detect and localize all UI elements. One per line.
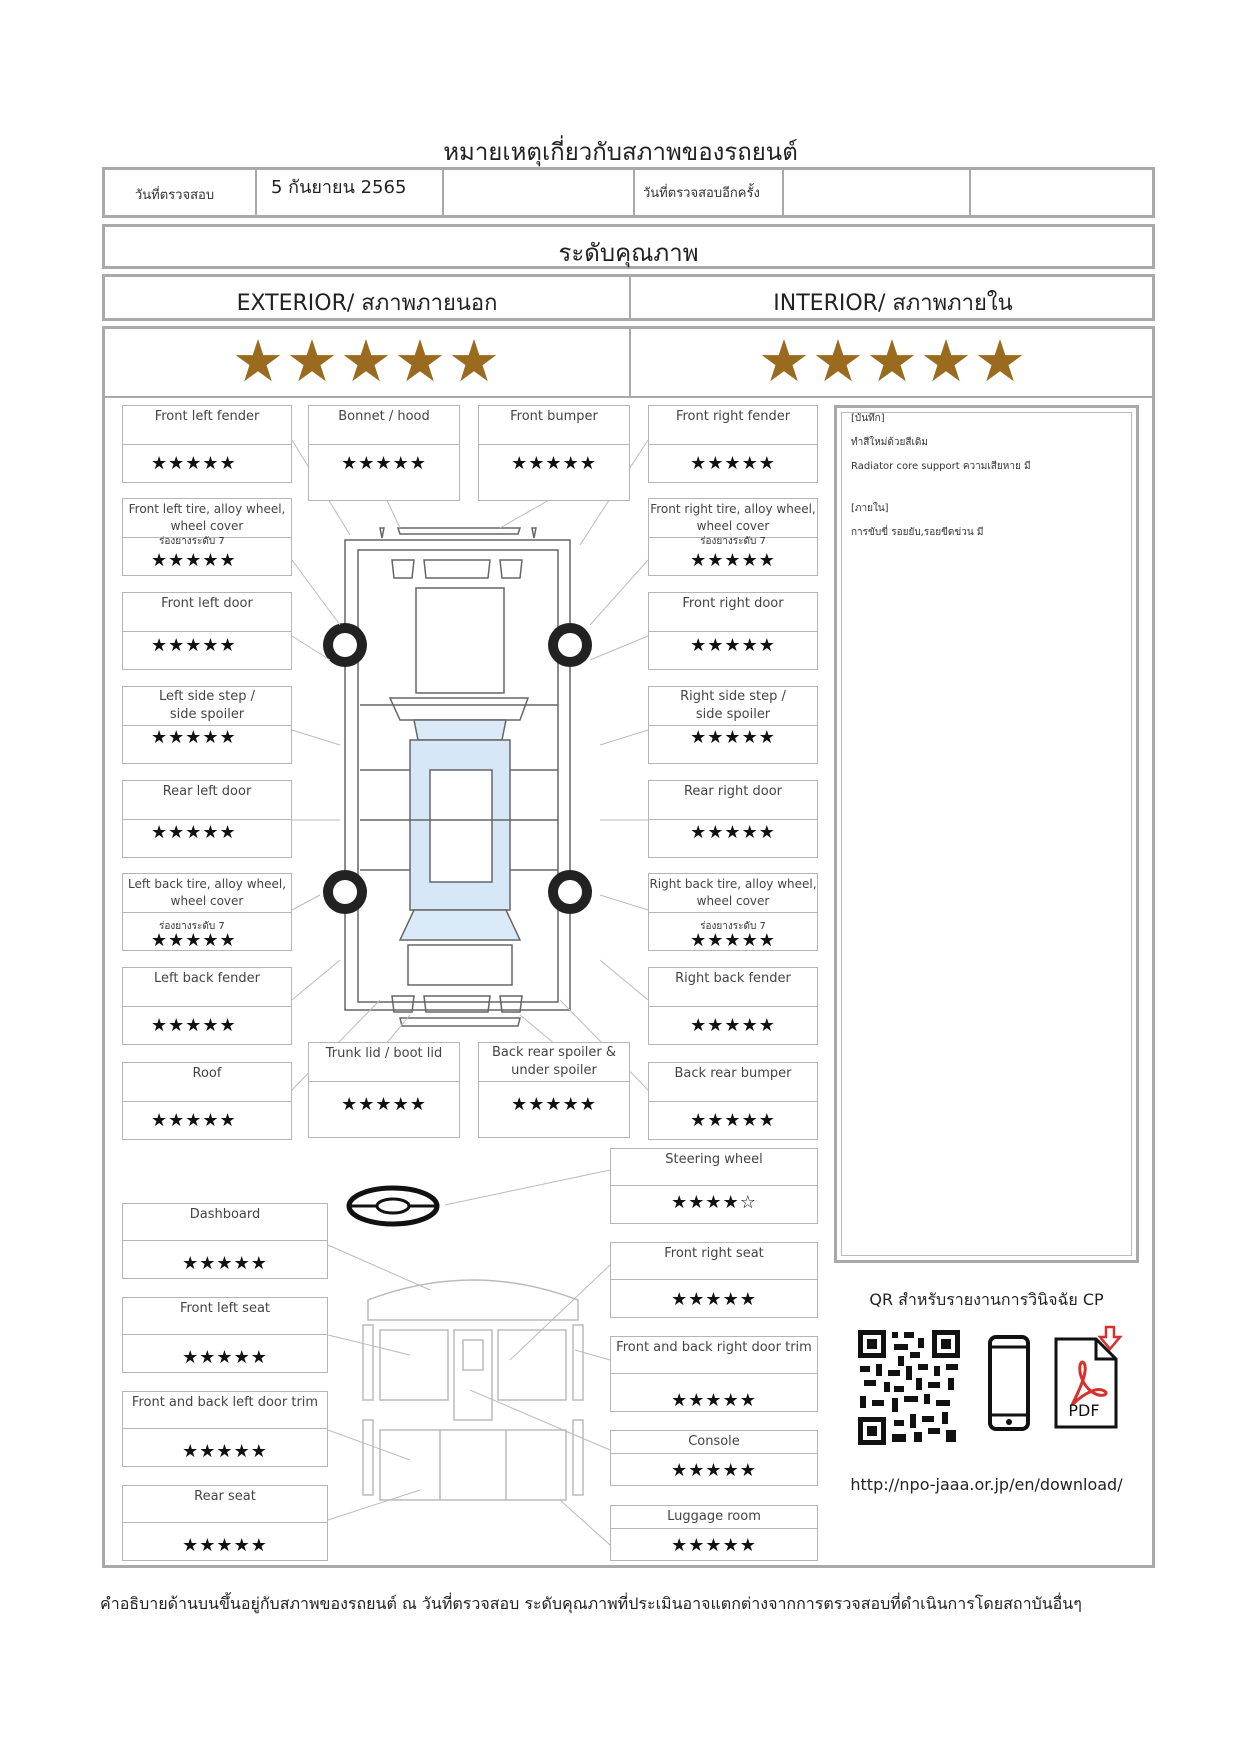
qr-caption: QR สำหรับรายงานการวินิจฉัย CP: [869, 1290, 1104, 1309]
part-label: Front right tire, alloy wheel, wheel cover: [650, 502, 816, 533]
part-stars: ★★★★★: [151, 453, 237, 474]
part-rear-seat: [122, 1485, 328, 1561]
part-stars: ★★★★★: [671, 1390, 757, 1411]
part-note: ร่องยางระดับ 7: [700, 921, 766, 932]
part-back-rear-spoiler: [478, 1042, 630, 1138]
part-stars: ★★★★★: [671, 1535, 757, 1556]
part-label: Front left door: [161, 596, 253, 611]
part-front-left-fender: [122, 405, 292, 483]
part-stars: ★★★★★: [182, 1535, 268, 1556]
part-label: Left back fender: [153, 971, 261, 986]
part-label: Luggage room: [667, 1509, 761, 1524]
part-front-right-tire: [648, 498, 818, 576]
notes-box: [834, 405, 1139, 1263]
part-label: Bonnet / hood: [338, 409, 430, 424]
notes-section1-title: [บันทึก]: [851, 413, 885, 424]
part-rear-right-door: [648, 780, 818, 858]
part-stars: ★★★★★: [511, 453, 597, 474]
part-right-side-step: [648, 686, 818, 764]
part-front-back-left-door-trim: [122, 1391, 328, 1467]
part-label: Roof: [192, 1066, 222, 1081]
part-label: Left back tire, alloy wheel, wheel cover: [127, 877, 287, 908]
part-note: ร่องยางระดับ 7: [159, 921, 225, 932]
part-label: Front left tire, alloy wheel, wheel cover: [128, 502, 286, 533]
part-label: Left side step / side spoiler: [159, 689, 255, 722]
part-steering-wheel: [610, 1148, 818, 1224]
part-front-left-door: [122, 592, 292, 670]
part-bonnet: [308, 405, 460, 501]
part-left-side-step: [122, 686, 292, 764]
notes-section2-title: [ภายใน]: [851, 503, 889, 514]
part-stars: ★★★★★: [151, 635, 237, 656]
part-label: Front right seat: [664, 1246, 764, 1261]
part-note: ร่องยางระดับ 7: [700, 536, 766, 547]
part-label: Front bumper: [510, 409, 598, 424]
part-stars: ★★★★★: [182, 1253, 268, 1274]
part-dashboard: [122, 1203, 328, 1279]
part-stars: ★★★★★: [151, 822, 237, 843]
inspection-date-label: วันที่ตรวจสอบ: [135, 188, 215, 203]
part-front-bumper: [478, 405, 630, 501]
part-stars: ★★★★★: [151, 1110, 237, 1131]
part-label: Front right fender: [675, 409, 791, 424]
quality-heading: ระดับคุณภาพ: [558, 239, 699, 267]
footer-disclaimer: คำอธิบายด้านบนขึ้นอยู่กับสภาพของรถยนต์ ณ วันที่ตรวจสอบ ระดับคุณภาพที่ประเมินอาจแตกต่างจากการตรวจสอบที่ดำเนินการโดยสถาบันอื่นๆ: [100, 1594, 1082, 1613]
part-label: Steering wheel: [665, 1152, 763, 1167]
interior-heading: INTERIOR/ สภาพภายใน: [773, 291, 1013, 316]
inspection-date-value: 5 กันยายน 2565: [271, 177, 407, 198]
part-label: Dashboard: [189, 1207, 261, 1222]
part-stars: ★★★★★: [151, 727, 237, 748]
part-front-left-tire: [122, 498, 292, 576]
part-label: Rear seat: [194, 1489, 256, 1504]
part-console: [610, 1430, 818, 1486]
part-front-left-seat: [122, 1297, 328, 1373]
page-title: หมายเหตุเกี่ยวกับสภาพของรถยนต์: [443, 138, 798, 166]
part-stars: ★★★★★: [690, 1110, 776, 1131]
part-luggage-room: [610, 1505, 818, 1561]
part-label: Front left fender: [154, 409, 260, 424]
part-stars: ★★★★★: [690, 822, 776, 843]
part-stars: ★★★★★: [690, 453, 776, 474]
part-stars: ★★★★★: [671, 1460, 757, 1481]
pdf-label: PDF: [1068, 1401, 1100, 1420]
part-note: ร่องยางระดับ 7: [159, 536, 225, 547]
qr-code-icon[interactable]: [858, 1330, 960, 1445]
notes-section1-line1: ทำสีใหม่ด้วยสีเดิม: [851, 437, 928, 448]
smartphone-icon: [988, 1335, 1030, 1431]
part-label: Right back tire, alloy wheel, wheel cover: [649, 877, 817, 908]
exterior-stars: ★★★★★: [232, 327, 502, 395]
part-label: Right side step / side spoiler: [680, 689, 786, 722]
part-roof: [122, 1062, 292, 1140]
part-stars: ★★★★★: [690, 1015, 776, 1036]
part-label: Trunk lid / boot lid: [325, 1046, 443, 1061]
part-stars: ★★★★★: [341, 453, 427, 474]
part-label: Console: [688, 1434, 740, 1449]
part-left-back-fender: [122, 967, 292, 1045]
exterior-heading: EXTERIOR/ สภาพภายนอก: [236, 291, 498, 316]
notes-section1-line2: Radiator core support ความเสียหาย มี: [851, 461, 1031, 472]
part-front-right-seat: [610, 1242, 818, 1318]
part-front-back-right-door-trim: [610, 1336, 818, 1412]
part-label: Back rear spoiler & under spoiler: [491, 1045, 616, 1078]
part-stars: ★★★★★: [151, 1015, 237, 1036]
part-stars: ★★★★★: [182, 1347, 268, 1368]
part-front-right-door: [648, 592, 818, 670]
part-right-back-fender: [648, 967, 818, 1045]
part-label: Rear right door: [683, 784, 783, 799]
notes-section2-line1: การขับขี่ รอยยับ,รอยขีดข่วน มี: [851, 527, 984, 538]
part-stars: ★★★★★: [511, 1094, 597, 1115]
part-trunk-lid: [308, 1042, 460, 1138]
part-left-back-tire: [122, 873, 292, 951]
part-label: Right back fender: [675, 971, 791, 986]
part-label: Front right door: [682, 596, 784, 611]
part-right-back-tire: [648, 873, 818, 951]
part-stars: ★★★★★: [151, 550, 237, 571]
part-label: Rear left door: [162, 784, 252, 799]
part-label: Back rear bumper: [674, 1066, 792, 1081]
part-label: Front and back right door trim: [616, 1340, 812, 1355]
part-stars: ★★★★★: [690, 635, 776, 656]
part-stars: ★★★★★: [671, 1289, 757, 1310]
part-label: Front and back left door trim: [131, 1395, 319, 1410]
part-stars: ★★★★★: [690, 727, 776, 748]
download-url[interactable]: http://npo-jaaa.or.jp/en/download/: [850, 1475, 1123, 1494]
part-back-rear-bumper: [648, 1062, 818, 1140]
interior-stars: ★★★★★: [758, 327, 1028, 395]
part-stars: ★★★★★: [690, 550, 776, 571]
part-label: Front left seat: [179, 1301, 271, 1316]
part-stars: ★★★★★: [690, 930, 776, 951]
part-front-right-fender: [648, 405, 818, 483]
part-stars: ★★★★★: [182, 1441, 268, 1462]
part-stars: ★★★★★: [151, 930, 237, 951]
part-stars: ★★★★☆: [671, 1192, 757, 1213]
reinspection-label: วันที่ตรวจสอบอีกครั้ง: [643, 186, 760, 201]
part-stars: ★★★★★: [341, 1094, 427, 1115]
part-rear-left-door: [122, 780, 292, 858]
